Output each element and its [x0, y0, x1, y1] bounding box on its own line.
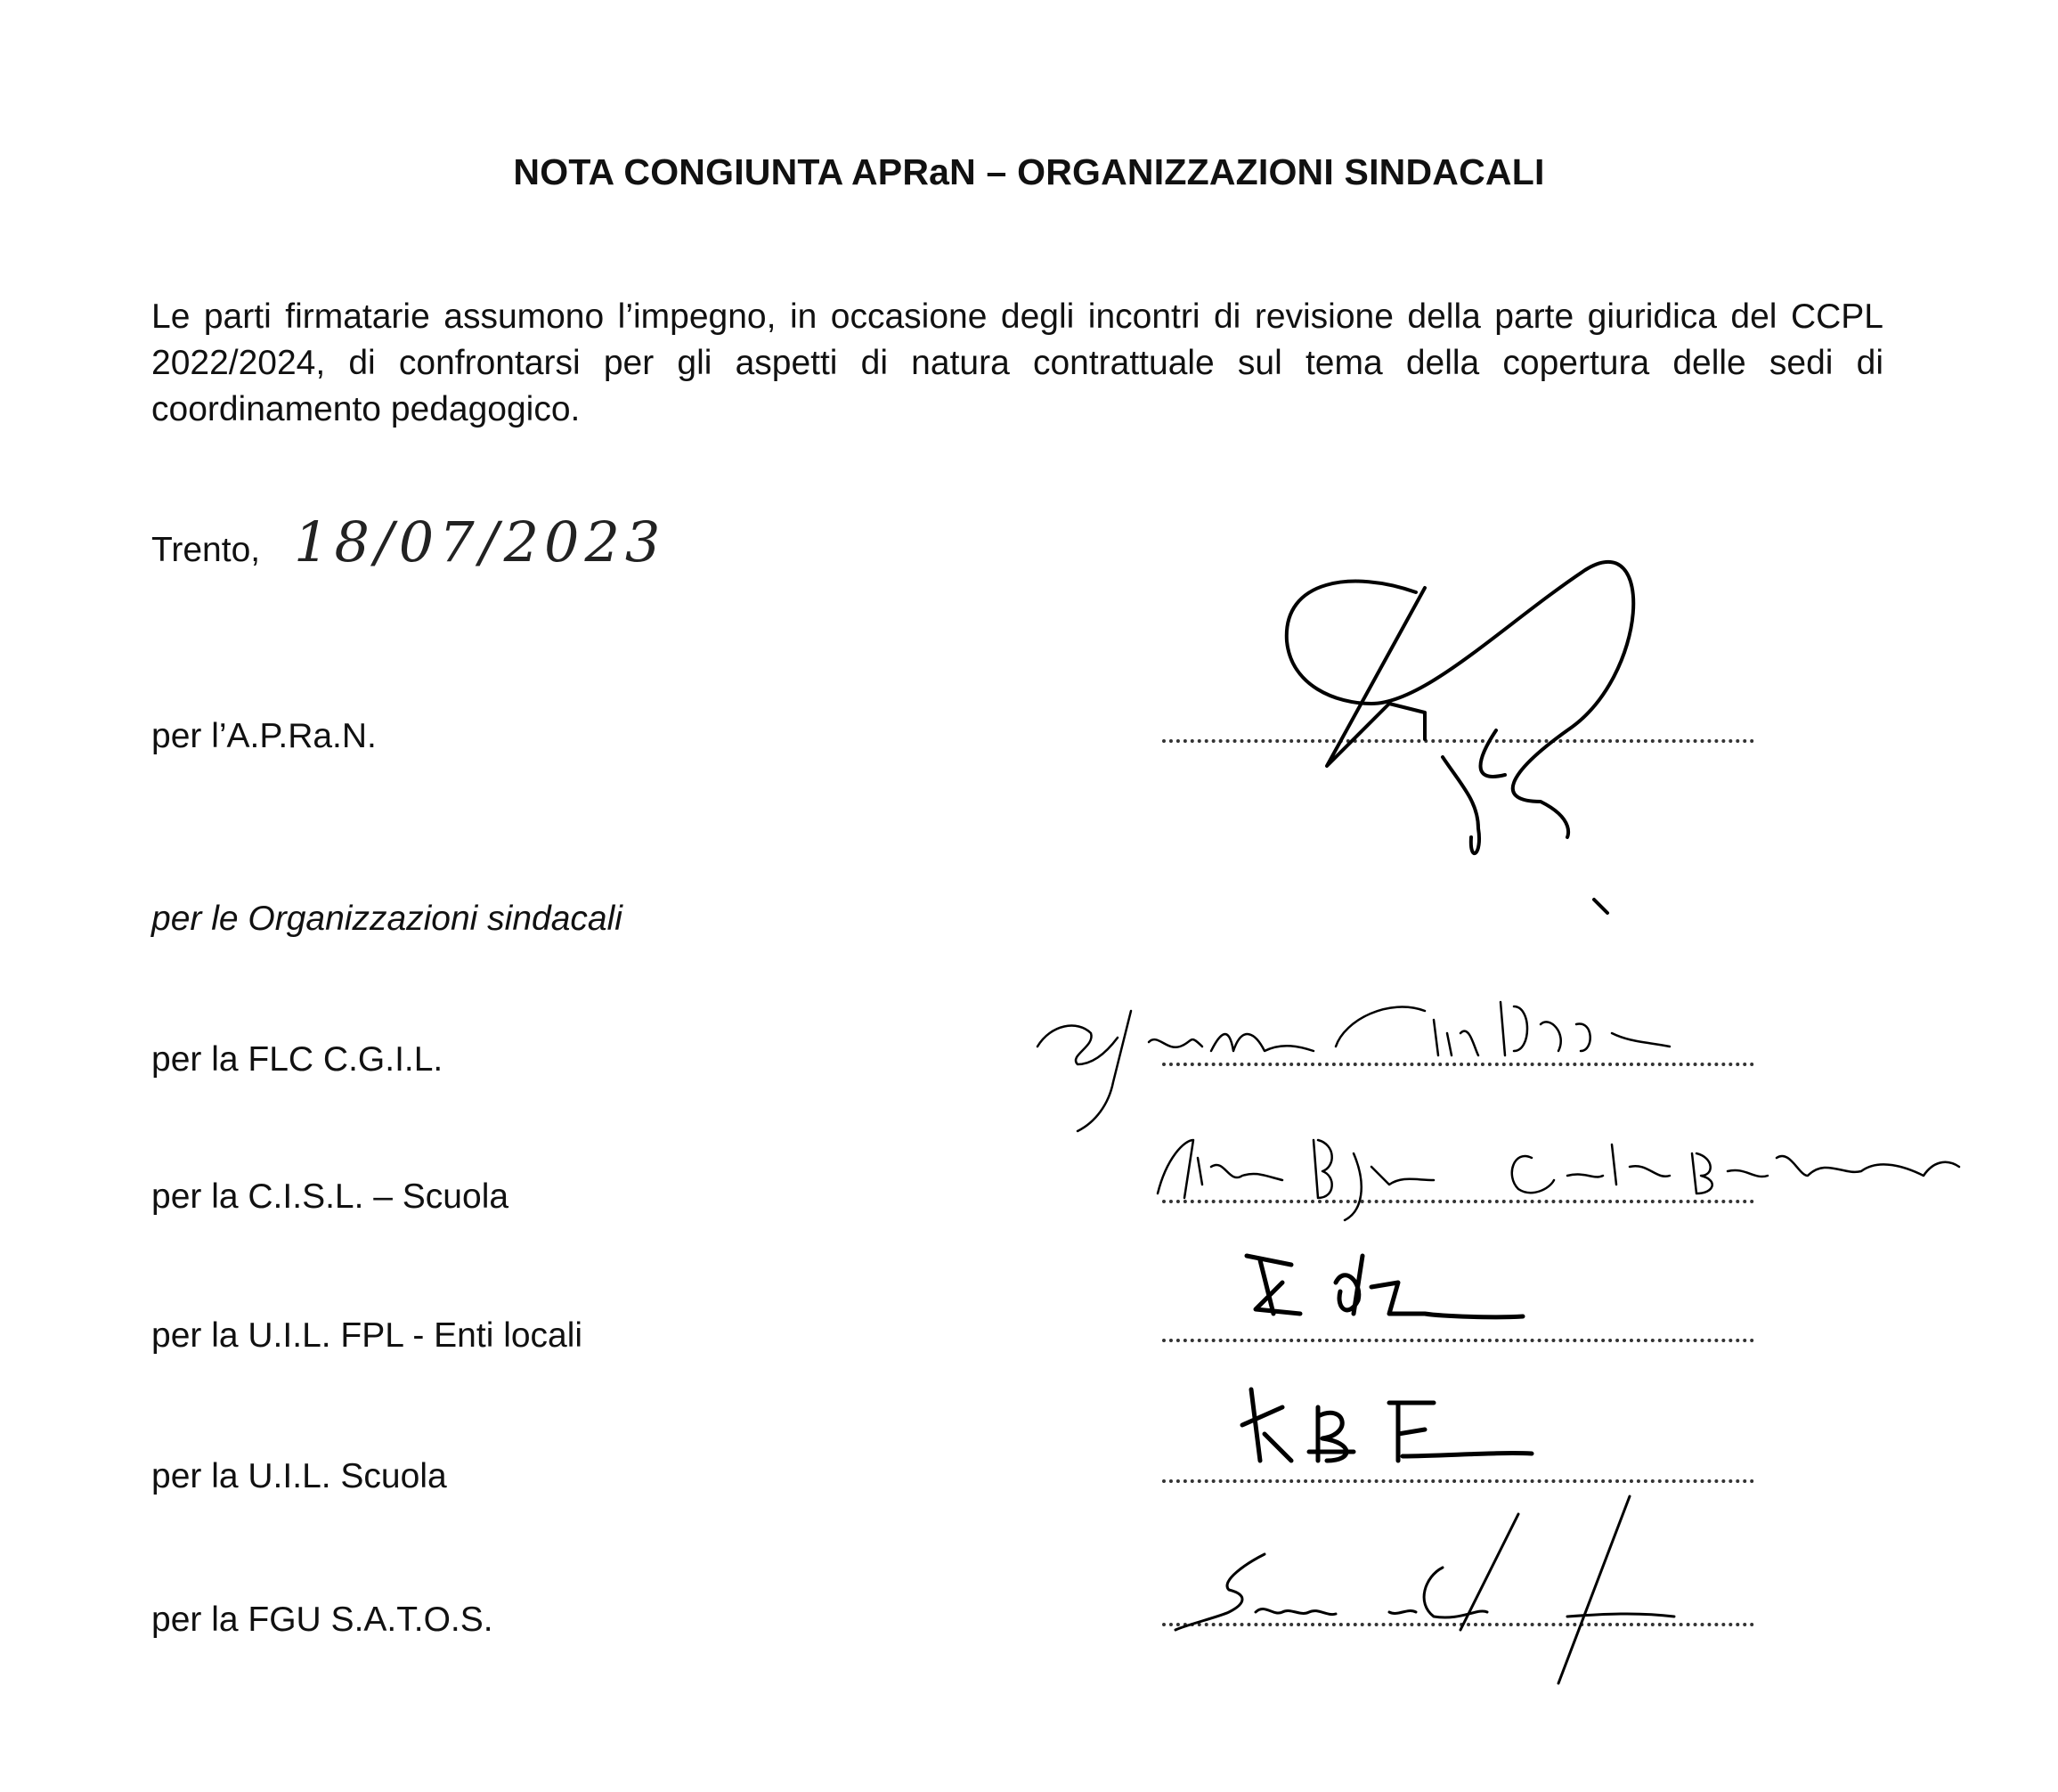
- uil-scuola-signature-line: [1162, 1479, 1754, 1483]
- place-label: Trento,: [151, 531, 261, 569]
- cisl-scuola-label: per la C.I.S.L. – Scuola: [151, 1177, 509, 1216]
- aprin-signature-line: [1162, 739, 1754, 743]
- uil-fpl-signature-line: [1162, 1339, 1754, 1342]
- signature-fgu-satos: [1175, 1496, 1674, 1683]
- flc-cgil-label: per la FLC C.G.I.L.: [151, 1040, 443, 1079]
- uil-scuola-label: per la U.I.L. Scuola: [151, 1457, 447, 1495]
- body-paragraph: Le parti firmatarie assumono l’impegno, in occasione degli incontri di revisione della parte giuridica del CCPL 2022/2024, di confrontarsi per gli aspetti di natura contrattuale sul tema della copertura delle sedi di coordinamento pedagogico.: [151, 297, 1883, 428]
- signature-uil-fpl: [1247, 1256, 1523, 1317]
- cisl-scuola-signature-line: [1162, 1200, 1754, 1203]
- signature-cisl-scuola: [1158, 1140, 1959, 1220]
- aprin-label: per l’A.P.Ra.N.: [151, 717, 377, 755]
- uil-fpl-label: per la U.I.L. FPL - Enti locali: [151, 1316, 583, 1355]
- handwritten-date: 18/07/2023: [294, 509, 666, 574]
- flc-cgil-signature-line: [1162, 1063, 1754, 1066]
- fgu-satos-signature-line: [1162, 1623, 1754, 1626]
- fgu-satos-label: per la FGU S.A.T.O.S.: [151, 1601, 493, 1639]
- unions-heading: per le Organizzazioni sindacali: [151, 900, 622, 938]
- signature-aprin: [1287, 562, 1633, 913]
- signature-flc-cgil: [1037, 1002, 1670, 1131]
- document-title: NOTA CONGIUNTA APRaN – ORGANIZZAZIONI SINDACALI: [513, 151, 1545, 192]
- signature-uil-scuola: [1242, 1389, 1532, 1461]
